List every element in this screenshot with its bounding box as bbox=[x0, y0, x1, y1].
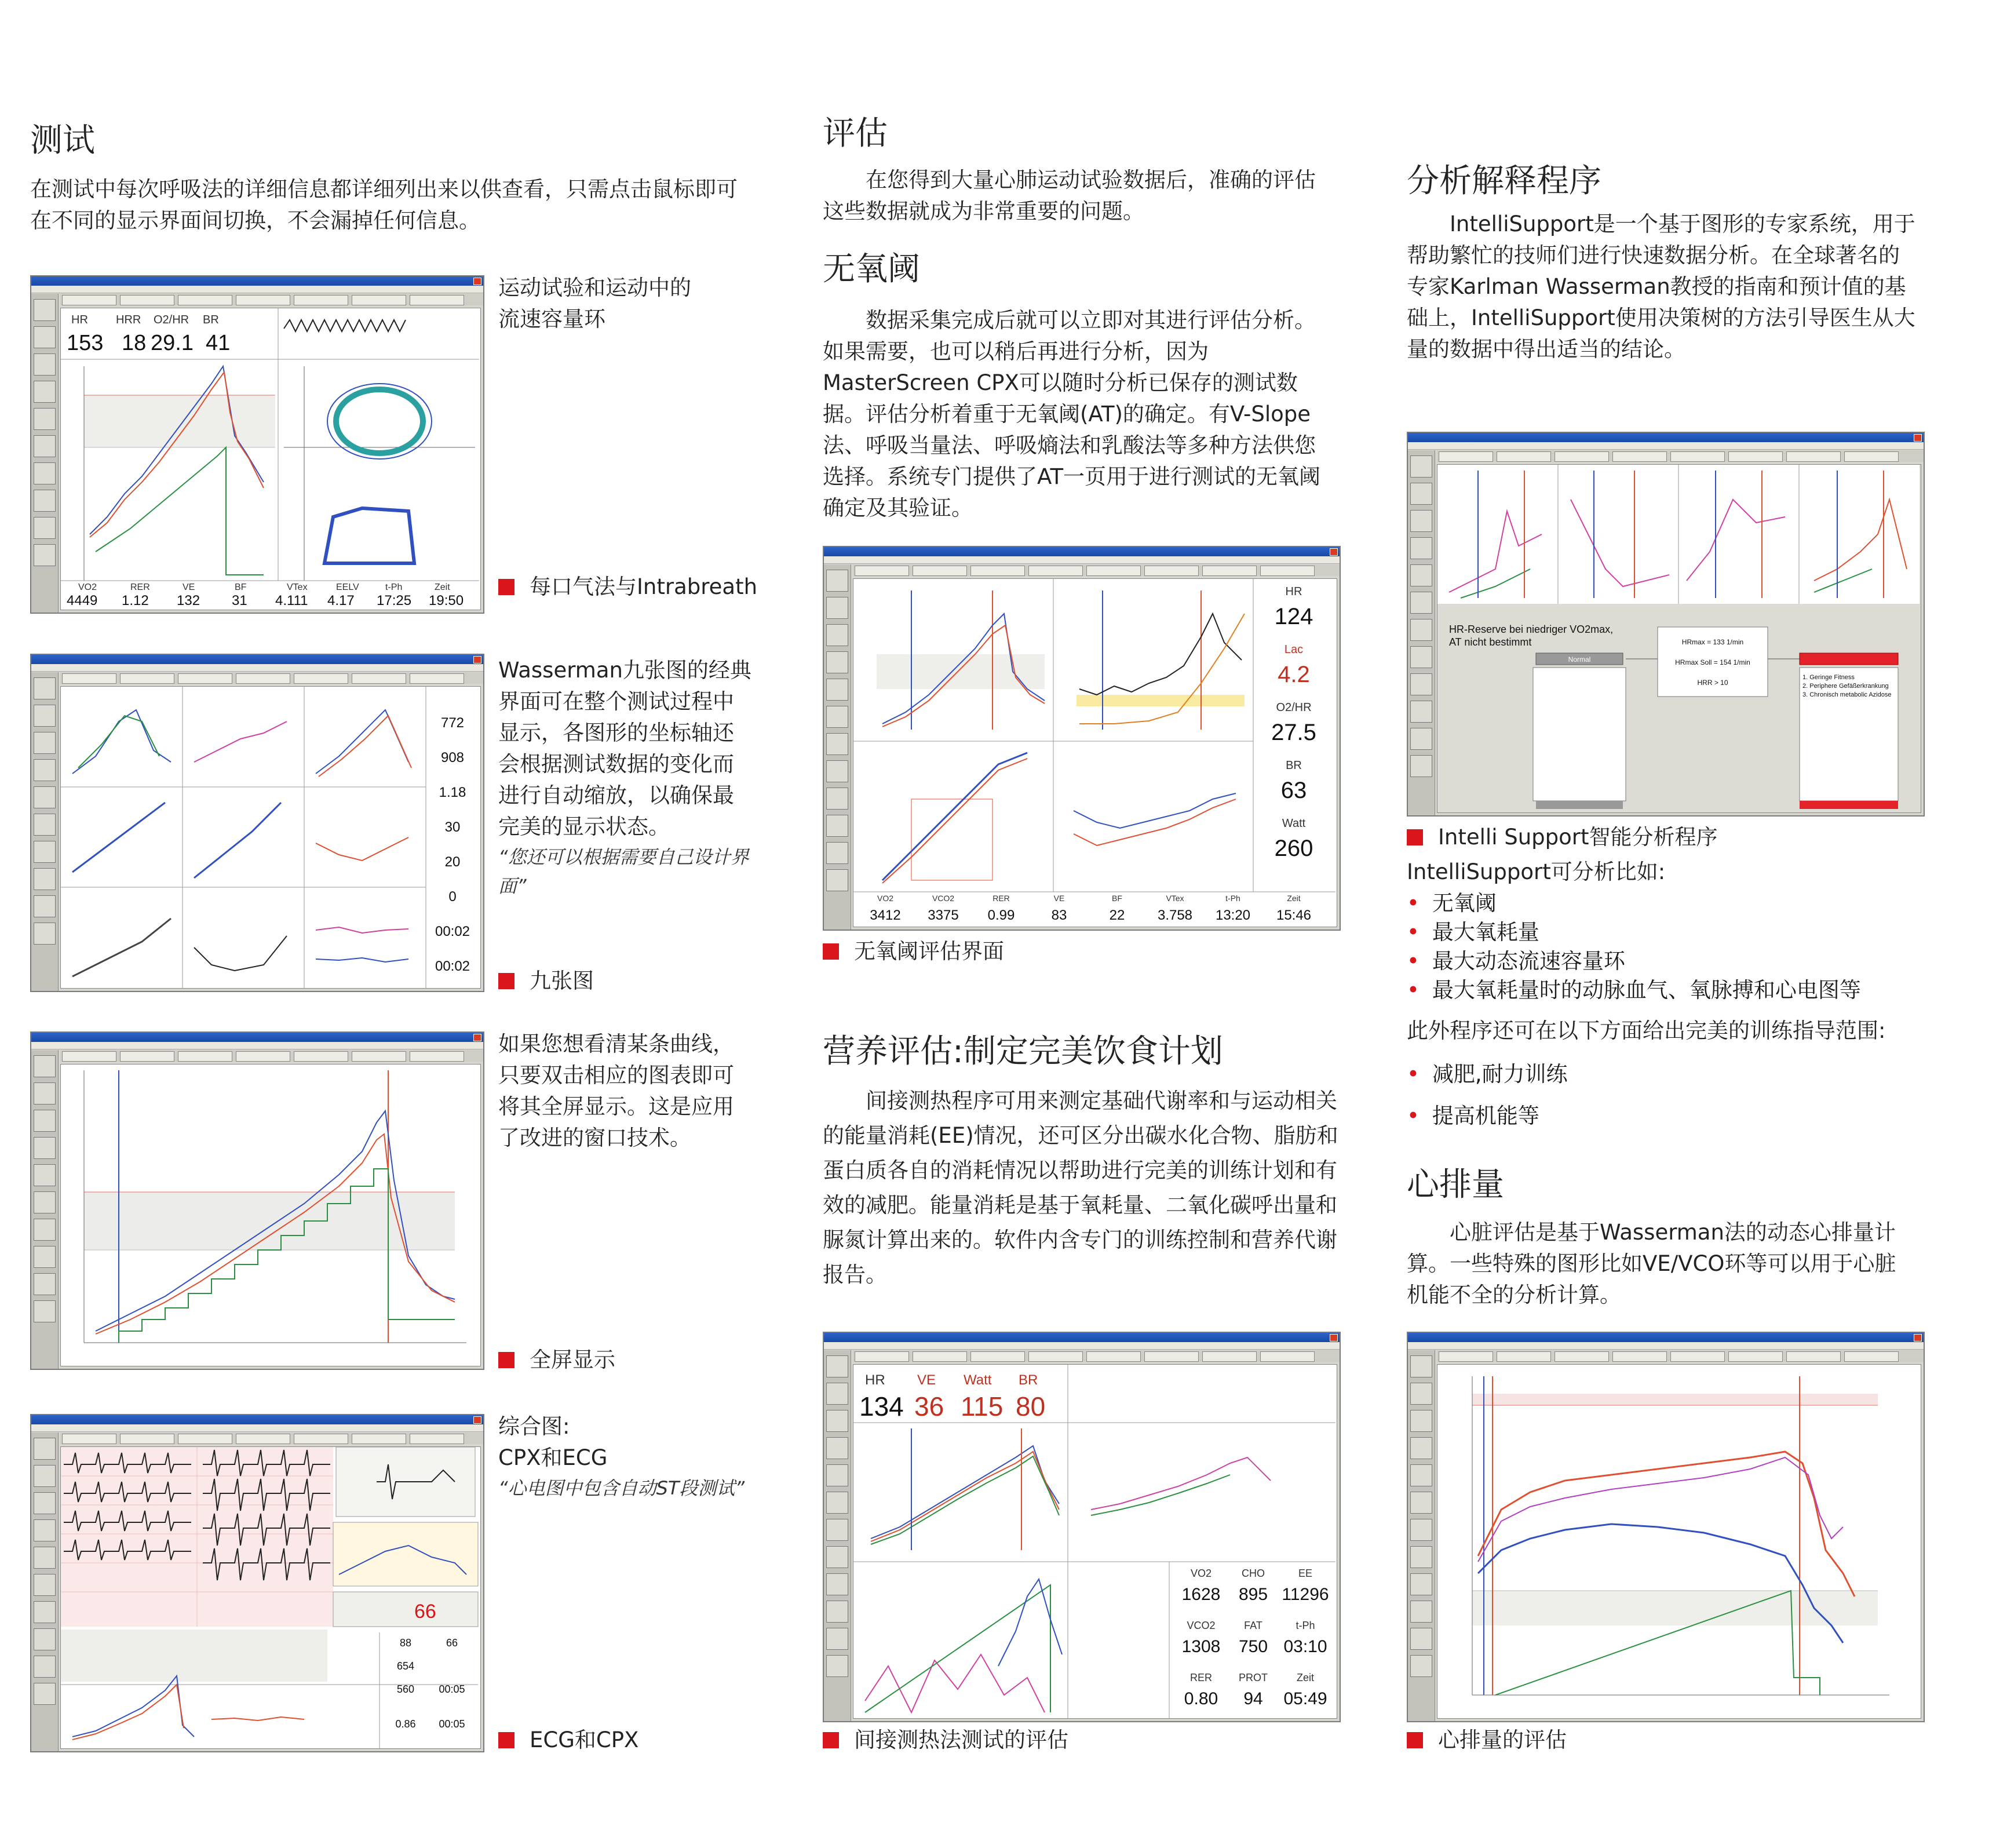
fig4-caption bbox=[498, 1725, 638, 1756]
screenshot-at-evaluation bbox=[823, 546, 1341, 931]
fig2-note bbox=[498, 655, 753, 901]
red-square-bullet-icon bbox=[498, 1732, 514, 1748]
screenshot-flow-volume bbox=[30, 275, 484, 614]
cal-value-hr: 134 bbox=[859, 1391, 904, 1421]
at-label-watt: Watt bbox=[1282, 817, 1306, 830]
red-square-bullet-icon bbox=[1407, 829, 1423, 845]
cal-grid-value-zeit: 05:49 bbox=[1283, 1689, 1327, 1708]
at-bottom-value-vtex: 3.758 bbox=[1157, 907, 1193, 923]
hrr-value: 18 bbox=[122, 331, 147, 355]
hr-value: 153 bbox=[67, 331, 104, 355]
red-square-bullet-icon bbox=[1407, 1732, 1423, 1748]
section-heading-anaerobic-threshold: 无氧阈 bbox=[823, 250, 920, 288]
ecg-value: 66 bbox=[414, 1601, 436, 1623]
test-intro-line-1: 在测试中每次呼吸法的详细信息都详细列出来以供查看，只需点击鼠标即可 bbox=[30, 177, 738, 202]
intellisupport-list-intro: IntelliSupport可分析比如: bbox=[1407, 859, 1666, 884]
section-heading-interpretation: 分析解释程序 bbox=[1407, 162, 1601, 200]
close-icon bbox=[473, 656, 481, 664]
cal-grid-label-prot: PROT bbox=[1238, 1672, 1268, 1683]
fig1-note-line-2: 流速容量环 bbox=[498, 307, 605, 331]
fig2-caption bbox=[498, 965, 594, 997]
bottom-label-vtex: VTex bbox=[287, 582, 308, 592]
fig6-caption bbox=[823, 1725, 1068, 1756]
close-icon bbox=[473, 278, 481, 285]
bottom-label-rer: RER bbox=[130, 582, 150, 592]
nine-value-zeit: 00:02 bbox=[435, 958, 470, 974]
bottom-value-vtex: 4.111 bbox=[275, 593, 308, 608]
fig1-note bbox=[498, 272, 800, 335]
ecg-side-value-7: 00:05 bbox=[439, 1718, 465, 1730]
feature-item-3: • 最大动态流速容量环 bbox=[1407, 947, 1928, 976]
fig3-caption-text: 全屏显示 bbox=[530, 1347, 615, 1372]
close-icon bbox=[473, 1034, 481, 1041]
at-bottom-value-tph: 13:20 bbox=[1215, 907, 1251, 923]
cal-grid-value-cho: 895 bbox=[1238, 1585, 1268, 1604]
screenshot-fullscreen bbox=[30, 1031, 484, 1370]
cal-value-watt: 115 bbox=[961, 1391, 1004, 1421]
bottom-value-zeit: 19:50 bbox=[429, 593, 464, 608]
cal-value-ve: 36 bbox=[914, 1391, 944, 1421]
screenshot-nine-plots bbox=[30, 654, 484, 992]
cal-grid-value-vco2: 1308 bbox=[1181, 1637, 1221, 1656]
diagnosis-item-2: 2. Periphere Gefäßerkrankung bbox=[1802, 683, 1889, 690]
fig2-note-text: Wasserman九张图的经典界面可在整个测试过程中显示，各图形的坐标轴还会根据测试数据的变化而进行自动缩放，以确保最完美的显示状态。 bbox=[498, 658, 751, 839]
nine-value-vo2: 772 bbox=[440, 715, 465, 731]
cal-grid-label-fat: FAT bbox=[1244, 1620, 1262, 1631]
fig5-caption bbox=[823, 936, 1004, 967]
nine-value-tph: 00:02 bbox=[435, 924, 470, 939]
training-list bbox=[1407, 1054, 1568, 1137]
hrr-label: HRR bbox=[116, 314, 141, 326]
at-bottom-value-vo2: 3412 bbox=[870, 907, 901, 923]
at-bottom-label-zeit: Zeit bbox=[1287, 894, 1301, 903]
diagnosis-item-1: 1. Geringe Fitness bbox=[1802, 674, 1855, 681]
o2hr-value: 29.1 bbox=[151, 331, 194, 355]
at-label-hr: HR bbox=[1285, 585, 1302, 598]
training-item-2: • 提高机能等 bbox=[1407, 1095, 1568, 1137]
decision-hrmax: HRmax = 133 1/min bbox=[1681, 638, 1744, 646]
close-icon bbox=[1330, 548, 1338, 556]
o2hr-label: O2/HR bbox=[154, 314, 189, 326]
cal-grid-value-tph: 03:10 bbox=[1283, 1637, 1327, 1656]
at-bottom-value-bf: 22 bbox=[1109, 907, 1125, 923]
screenshot-ecg-cpx bbox=[30, 1414, 484, 1752]
decision-hrsoll: HRmax Soll = 154 1/min bbox=[1675, 658, 1750, 666]
cal-label-ve: VE bbox=[917, 1372, 936, 1388]
feature-item-4: • 最大氧耗量时的动脉血气、氧脉搏和心电图等 bbox=[1407, 976, 1928, 1005]
fig2-caption-text: 九张图 bbox=[530, 968, 594, 993]
at-value-o2hr: 27.5 bbox=[1271, 720, 1316, 745]
anaerobic-threshold-paragraph: 数据采集完成后就可以立即对其进行评估分析。如果需要，也可以稍后再进行分析，因为MasterScreen CPX可以随时分析已保存的测试数据。评估分析着重于无氧阈(AT)的确定。有V-Slope法、呼吸当量法、呼吸熵法和乳酸法等多种方法供您选择。系统专门提供了AT一页用于进行测试的无氧阈确定及其验证。 bbox=[823, 308, 1321, 520]
evaluation-paragraph: 在您得到大量心肺运动试验数据后，准确的评估这些数据就成为非常重要的问题。 bbox=[823, 167, 1316, 224]
fig4-note-line-1: 综合图: bbox=[498, 1414, 570, 1439]
section-heading-evaluation: 评估 bbox=[823, 115, 888, 152]
cal-grid-value-ee: 11296 bbox=[1282, 1585, 1329, 1604]
red-square-bullet-icon bbox=[823, 1732, 839, 1748]
test-intro-line-2: 在不同的显示界面间切换，不会漏掉任何信息。 bbox=[30, 208, 480, 233]
fig2-note-italic: “您还可以根据需要自己设计界面” bbox=[498, 846, 749, 897]
bottom-label-vo2: VO2 bbox=[78, 582, 97, 592]
fig8-caption bbox=[1407, 1725, 1567, 1756]
ecg-side-value-4: 560 bbox=[396, 1683, 415, 1695]
bottom-label-eelv: EELV bbox=[336, 582, 359, 592]
bottom-label-bf: BF bbox=[235, 582, 247, 592]
cardiac-output-paragraph: 心脏评估是基于Wasserman法的动态心排量计算。一些特殊的图形比如VE/VCO环等可以用于心脏机能不全的分析计算。 bbox=[1407, 1220, 1896, 1307]
fig3-caption bbox=[498, 1344, 615, 1376]
cal-grid-label-tph: t-Ph bbox=[1296, 1620, 1315, 1631]
section-heading-nutrition: 营养评估:制定完美饮食计划 bbox=[823, 1033, 1223, 1070]
at-bottom-value-ve: 83 bbox=[1051, 907, 1067, 923]
at-bottom-value-rer: 0.99 bbox=[987, 907, 1015, 923]
cal-grid-label-rer: RER bbox=[1189, 1672, 1213, 1683]
fig8-caption-text: 心排量的评估 bbox=[1438, 1727, 1567, 1752]
at-value-lac: 4.2 bbox=[1278, 662, 1310, 687]
screenshot-cardiac-output bbox=[1407, 1332, 1925, 1722]
decision-hrr: HRR > 10 bbox=[1697, 679, 1728, 687]
cal-grid-label-ee: EE bbox=[1298, 1568, 1313, 1579]
nutrition-paragraph: 间接测热程序可用来测定基础代谢率和与运动相关的能量消耗(EE)情况，还可区分出碳水化合物、脂肪和蛋白质各自的消耗情况以帮助进行完美的训练计划和有效的减肥。能量消耗是基于氧耗量、二氧化碳呼出量和脲氮计算出来的。软件内含专门的训练控制和营养代谢报告。 bbox=[823, 1088, 1338, 1287]
at-bottom-label-tph: t-Ph bbox=[1225, 894, 1240, 903]
cal-label-hr: HR bbox=[865, 1372, 885, 1388]
ecg-side-value-5: 00:05 bbox=[439, 1683, 465, 1695]
feature-item-1: • 无氧阈 bbox=[1407, 889, 1928, 918]
at-value-watt: 260 bbox=[1274, 836, 1313, 861]
section-heading-test: 测试 bbox=[30, 122, 95, 159]
bottom-value-rer: 1.12 bbox=[122, 593, 149, 608]
screenshot-intellisupport bbox=[1407, 432, 1925, 817]
nine-value-vco2: 908 bbox=[440, 750, 465, 766]
training-item-1: • 减肥,耐力训练 bbox=[1407, 1054, 1568, 1095]
cal-grid-value-vo2: 1628 bbox=[1181, 1585, 1221, 1604]
ecg-side-value-6: 0.86 bbox=[395, 1718, 416, 1730]
bottom-label-zeit: Zeit bbox=[435, 582, 450, 592]
cal-label-watt: Watt bbox=[964, 1372, 992, 1388]
bottom-value-tph: 17:25 bbox=[377, 593, 412, 608]
cal-grid-value-fat: 750 bbox=[1238, 1637, 1268, 1656]
red-square-bullet-icon bbox=[498, 579, 514, 595]
nine-value-watt: 0 bbox=[448, 889, 457, 905]
close-icon bbox=[1914, 1334, 1922, 1342]
close-icon bbox=[473, 1416, 481, 1424]
training-intro: 此外程序还可在以下方面给出完美的训练指导范围: bbox=[1407, 1018, 1886, 1043]
interpretation-paragraph: IntelliSupport是一个基于图形的专家系统，用于帮助繁忙的技师们进行快速数据分析。在全球著名的专家Karlman Wasserman教授的指南和预计值的基础上，IntelliSupport使用决策树的方法引导医生从大量的数据中得出适当的结论。 bbox=[1407, 212, 1915, 362]
cal-value-br: 80 bbox=[1016, 1391, 1046, 1421]
fig7-caption-text: Intelli Support智能分析程序 bbox=[1438, 825, 1718, 850]
fig3-note: 如果您想看清某条曲线，只要双击相应的图表即可将其全屏显示。这是应用了改进的窗口技术。 bbox=[498, 1031, 734, 1150]
at-bottom-label-vco2: VCO2 bbox=[932, 894, 955, 903]
fig4-caption-text: ECG和CPX bbox=[530, 1727, 639, 1752]
feature-item-2: • 最大氧耗量 bbox=[1407, 918, 1928, 947]
at-label-lac: Lac bbox=[1284, 643, 1304, 656]
ecg-side-value-3: 654 bbox=[396, 1660, 415, 1672]
red-square-bullet-icon bbox=[823, 943, 839, 960]
screenshot-calorimetry bbox=[823, 1332, 1341, 1722]
cal-grid-label-vco2: VCO2 bbox=[1187, 1620, 1216, 1631]
cal-grid-value-prot: 94 bbox=[1243, 1689, 1263, 1708]
diagnosis-item-3: 3. Chronisch metabolic Azidose bbox=[1802, 691, 1892, 698]
br-value: 41 bbox=[206, 331, 231, 355]
red-square-bullet-icon bbox=[498, 1352, 514, 1368]
at-bottom-label-ve: VE bbox=[1053, 894, 1065, 903]
at-bottom-label-rer: RER bbox=[992, 894, 1010, 903]
decision-normal-box: Normal bbox=[1568, 655, 1591, 664]
fig7-caption bbox=[1407, 822, 1718, 853]
nine-value-ve: 30 bbox=[444, 819, 461, 835]
at-bottom-label-bf: BF bbox=[1112, 894, 1122, 903]
cal-label-br: BR bbox=[1019, 1372, 1038, 1388]
bottom-label-ve: VE bbox=[183, 582, 195, 592]
at-value-hr: 124 bbox=[1274, 604, 1313, 629]
close-icon bbox=[1330, 1334, 1338, 1342]
hr-label: HR bbox=[71, 314, 88, 326]
test-intro bbox=[30, 174, 766, 236]
intellisupport-feature-list bbox=[1407, 889, 1928, 1005]
bottom-label-tph: t-Ph bbox=[385, 582, 403, 592]
hr-reserve-subtitle: AT nicht bestimmt bbox=[1449, 636, 1532, 648]
at-bottom-label-vo2: VO2 bbox=[877, 894, 894, 903]
close-icon bbox=[1914, 434, 1922, 442]
bottom-value-eelv: 4.17 bbox=[327, 593, 355, 608]
fig6-caption-text: 间接测热法测试的评估 bbox=[854, 1727, 1068, 1752]
cal-grid-label-vo2: VO2 bbox=[1190, 1568, 1212, 1579]
fig1-note-line-1: 运动试验和运动中的 bbox=[498, 275, 691, 300]
at-label-br: BR bbox=[1286, 759, 1302, 772]
at-label-o2hr: O2/HR bbox=[1276, 701, 1312, 714]
at-bottom-label-vtex: VTex bbox=[1166, 894, 1184, 903]
at-bottom-value-vco2: 3375 bbox=[928, 907, 959, 923]
nine-value-bf: 20 bbox=[444, 854, 461, 870]
bottom-value-ve: 132 bbox=[177, 593, 200, 608]
red-square-bullet-icon bbox=[498, 973, 514, 989]
at-value-br: 63 bbox=[1280, 778, 1307, 803]
fig5-caption-text: 无氧阈评估界面 bbox=[854, 939, 1004, 964]
bottom-value-vo2: 4449 bbox=[67, 593, 98, 608]
bottom-value-bf: 31 bbox=[232, 593, 247, 608]
at-bottom-value-zeit: 15:46 bbox=[1276, 907, 1312, 923]
cal-grid-value-rer: 0.80 bbox=[1184, 1689, 1218, 1708]
fig1-caption bbox=[498, 571, 757, 603]
fig1-caption-text: 每口气法与Intrabreath bbox=[530, 574, 758, 599]
ecg-side-value-1: 88 bbox=[399, 1637, 412, 1649]
fig4-note-italic: “心电图中包含自动ST段测试” bbox=[498, 1477, 745, 1499]
ecg-side-value-2: 66 bbox=[446, 1637, 458, 1649]
section-heading-cardiac-output: 心排量 bbox=[1407, 1166, 1504, 1204]
nine-value-rer: 1.18 bbox=[439, 785, 466, 800]
cal-grid-label-zeit: Zeit bbox=[1296, 1672, 1315, 1683]
fig4-note-line-2: CPX和ECG bbox=[498, 1445, 608, 1470]
cal-grid-label-cho: CHO bbox=[1242, 1568, 1265, 1579]
br-label: BR bbox=[203, 314, 219, 326]
fig4-note bbox=[498, 1411, 753, 1503]
hr-reserve-title: HR-Reserve bei niedriger VO2max, bbox=[1449, 624, 1614, 635]
